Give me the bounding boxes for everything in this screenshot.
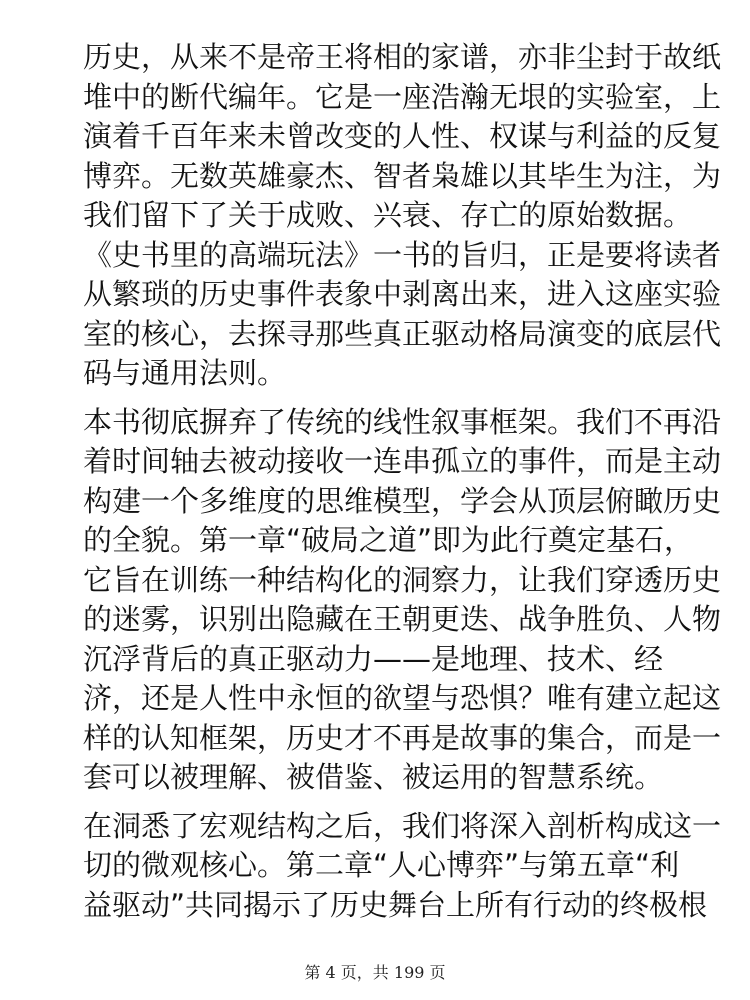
- text-line: 着时间轴去被动接收一连串孤立的事件，而是主动: [83, 444, 722, 478]
- text-line: 构建一个多维度的思维模型，学会从顶层俯瞰历史: [83, 483, 722, 518]
- text-line: 在洞悉了宏观结构之后，我们将深入剖析构成这一: [83, 808, 722, 843]
- text-line: 博弈。无数英雄豪杰、智者枭雄以其毕生为注，为: [83, 158, 722, 193]
- text-line: 从繁琐的历史事件表象中剥离出来，进入这座实验: [83, 277, 722, 311]
- paragraph-1: [83, 38, 722, 394]
- text-line: 沉浮背后的真正驱动力——是地理、技术、经: [83, 641, 664, 676]
- page-number-footer: 第 4 页，共 199 页: [304, 963, 446, 982]
- text-line: 本书彻底摒弃了传统的线性叙事框架。我们不再沿: [83, 404, 722, 439]
- paragraph-3: [83, 807, 722, 926]
- text-line: 堆中的断代编年。它是一座浩瀚无垠的实验室，上: [83, 79, 722, 114]
- text-line: 我们留下了关于成败、兴衰、存亡的原始数据。: [83, 198, 693, 232]
- text-line: 历史，从来不是帝王将相的家谱，亦非尘封于故纸: [83, 40, 722, 74]
- text-line: 码与通用法则。: [83, 356, 287, 390]
- text-line: 的全貌。第一章“破局之道”即为此行奠定基石，: [83, 523, 694, 557]
- text-line: 室的核心，去探寻那些真正驱动格局演变的底层代: [83, 316, 722, 351]
- text-line: 济，还是人性中永恒的欲望与恐惧？唯有建立起这: [83, 681, 722, 715]
- paragraph-2: [83, 403, 722, 798]
- text-line: 样的认知框架，历史才不再是故事的集合，而是一: [83, 720, 722, 755]
- text-body: [83, 38, 722, 925]
- text-line: 切的微观核心。第二章“人心博弈”与第五章“利: [83, 848, 680, 882]
- text-line: 的迷雾，识别出隐藏在王朝更迭、战争胜负、人物: [83, 602, 722, 636]
- text-line: 益驱动”共同揭示了历史舞台上所有行动的终极根: [83, 887, 708, 922]
- text-line: 演着千百年来未曾改变的人性、权谋与利益的反复: [83, 119, 722, 153]
- text-line: 套可以被理解、被借鉴、被运用的智慧系统。: [83, 760, 664, 794]
- text-line: 《史书里的高端玩法》一书的旨归，正是要将读者: [83, 237, 722, 272]
- text-line: 它旨在训练一种结构化的洞察力，让我们穿透历史: [83, 562, 722, 597]
